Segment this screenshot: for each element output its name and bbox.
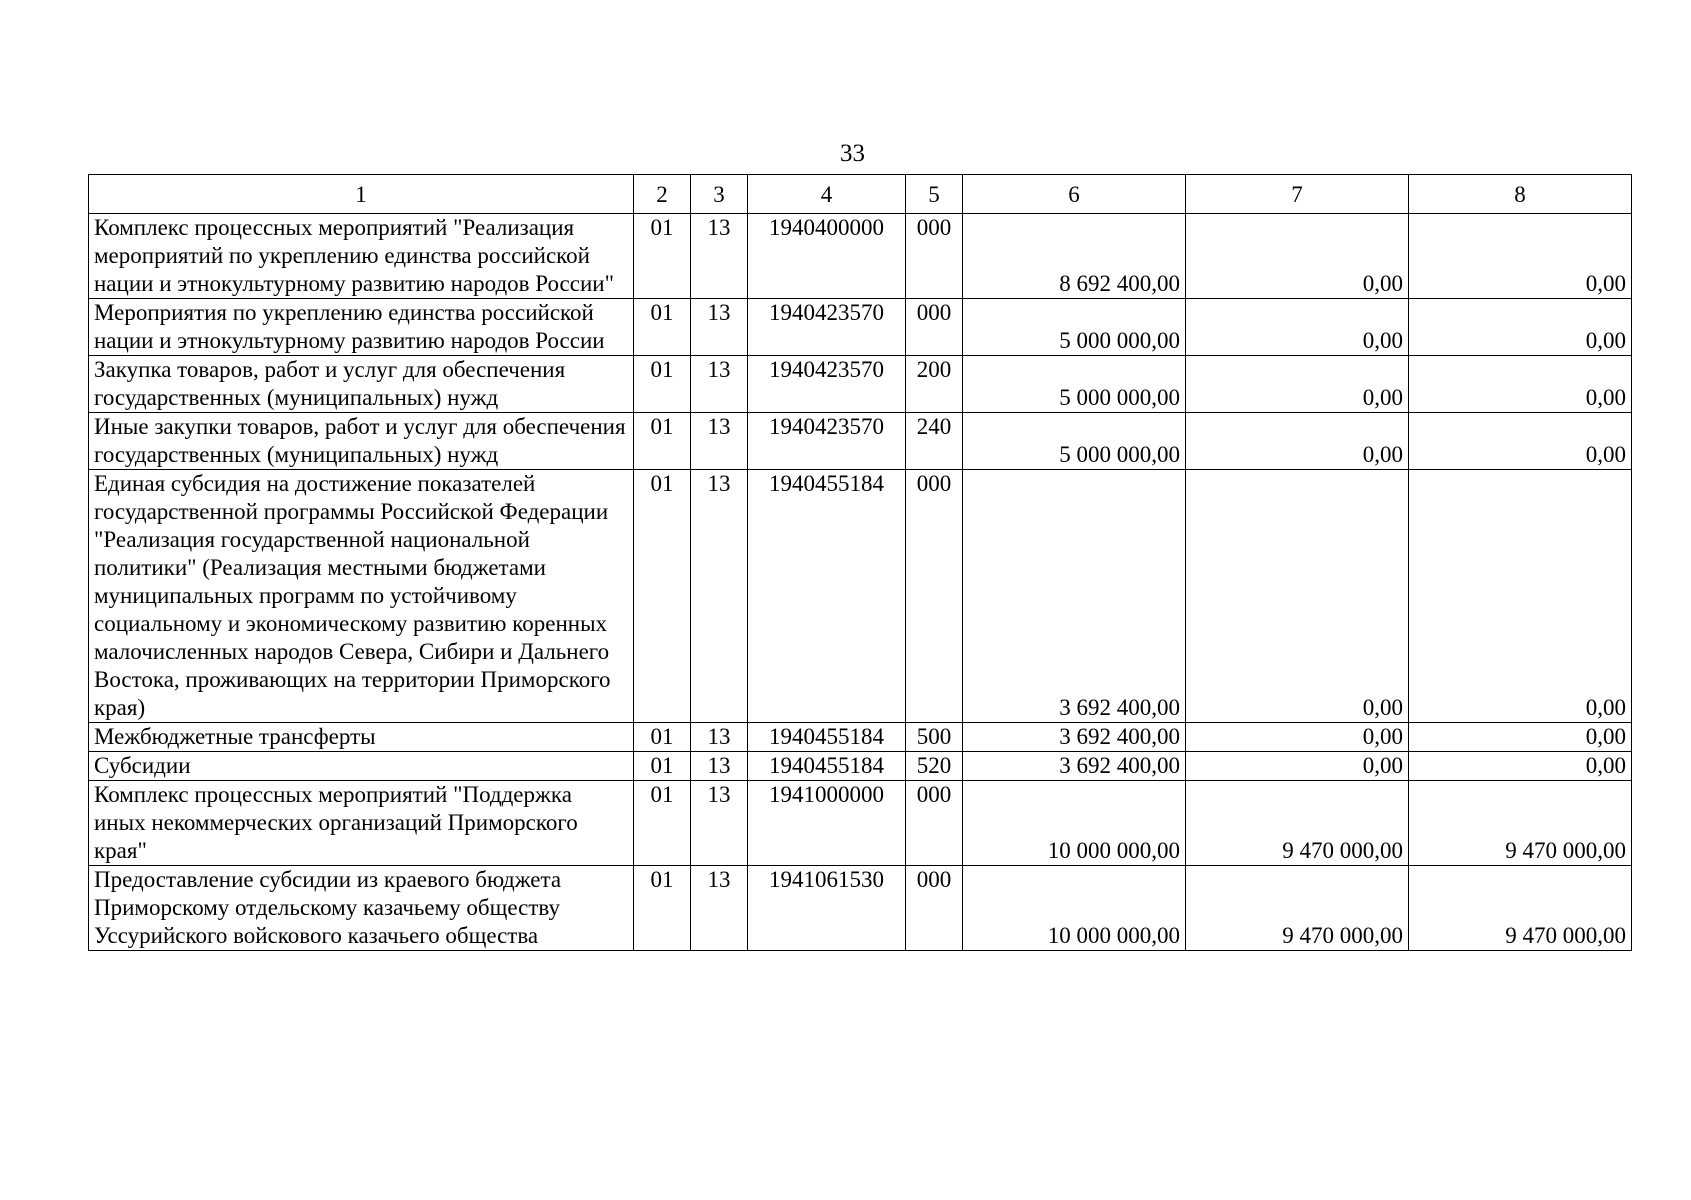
item-name: Межбюджетные трансферты bbox=[89, 723, 634, 752]
table-row bbox=[89, 866, 1632, 951]
column-header: 1 bbox=[89, 175, 634, 214]
amount-col8: 0,00 bbox=[1409, 214, 1632, 299]
code-target-article: 1940455184 bbox=[748, 470, 906, 723]
table-row bbox=[89, 299, 1632, 356]
table-row bbox=[89, 781, 1632, 866]
item-name: Иные закупки товаров, работ и услуг для обеспечения государственных (муниципальных) нужд bbox=[89, 413, 634, 470]
table-row bbox=[89, 470, 1632, 723]
code-subsection: 13 bbox=[691, 470, 748, 723]
code-section: 01 bbox=[634, 866, 691, 951]
code-section: 01 bbox=[634, 413, 691, 470]
amount-col6: 3 692 400,00 bbox=[963, 470, 1186, 723]
column-header: 3 bbox=[691, 175, 748, 214]
amount-col6: 5 000 000,00 bbox=[963, 413, 1186, 470]
code-expense-type: 520 bbox=[906, 752, 963, 781]
item-name: Субсидии bbox=[89, 752, 634, 781]
code-expense-type: 000 bbox=[906, 299, 963, 356]
code-subsection: 13 bbox=[691, 214, 748, 299]
table-row bbox=[89, 214, 1632, 299]
code-section: 01 bbox=[634, 356, 691, 413]
code-section: 01 bbox=[634, 781, 691, 866]
budget-table bbox=[88, 174, 1632, 951]
table-row bbox=[89, 356, 1632, 413]
amount-col8: 0,00 bbox=[1409, 752, 1632, 781]
amount-col7: 0,00 bbox=[1186, 470, 1409, 723]
item-name: Комплекс процессных мероприятий "Реализация мероприятий по укреплению единства российской нации и этнокультурному развитию народов России" bbox=[89, 214, 634, 299]
amount-col6: 8 692 400,00 bbox=[963, 214, 1186, 299]
code-target-article: 1940455184 bbox=[748, 723, 906, 752]
amount-col8: 0,00 bbox=[1409, 413, 1632, 470]
column-header: 4 bbox=[748, 175, 906, 214]
amount-col6: 3 692 400,00 bbox=[963, 723, 1186, 752]
amount-col7: 9 470 000,00 bbox=[1186, 866, 1409, 951]
column-header: 8 bbox=[1409, 175, 1632, 214]
amount-col6: 5 000 000,00 bbox=[963, 356, 1186, 413]
amount-col7: 9 470 000,00 bbox=[1186, 781, 1409, 866]
code-target-article: 1940400000 bbox=[748, 214, 906, 299]
code-subsection: 13 bbox=[691, 413, 748, 470]
amount-col7: 0,00 bbox=[1186, 413, 1409, 470]
code-subsection: 13 bbox=[691, 752, 748, 781]
amount-col6: 10 000 000,00 bbox=[963, 866, 1186, 951]
amount-col8: 9 470 000,00 bbox=[1409, 781, 1632, 866]
amount-col7: 0,00 bbox=[1186, 299, 1409, 356]
amount-col7: 0,00 bbox=[1186, 214, 1409, 299]
amount-col7: 0,00 bbox=[1186, 752, 1409, 781]
column-header: 6 bbox=[963, 175, 1186, 214]
amount-col6: 10 000 000,00 bbox=[963, 781, 1186, 866]
code-subsection: 13 bbox=[691, 299, 748, 356]
code-subsection: 13 bbox=[691, 723, 748, 752]
item-name: Предоставление субсидии из краевого бюджета Приморскому отдельскому казачьему обществу Уссурийского войскового казачьего общества bbox=[89, 866, 634, 951]
code-expense-type: 240 bbox=[906, 413, 963, 470]
code-section: 01 bbox=[634, 723, 691, 752]
column-header: 5 bbox=[906, 175, 963, 214]
amount-col6: 3 692 400,00 bbox=[963, 752, 1186, 781]
code-expense-type: 200 bbox=[906, 356, 963, 413]
code-expense-type: 000 bbox=[906, 781, 963, 866]
item-name: Закупка товаров, работ и услуг для обеспечения государственных (муниципальных) нужд bbox=[89, 356, 634, 413]
page-number: 33 bbox=[840, 140, 865, 167]
code-subsection: 13 bbox=[691, 781, 748, 866]
amount-col8: 0,00 bbox=[1409, 299, 1632, 356]
table-row bbox=[89, 752, 1632, 781]
code-target-article: 1940455184 bbox=[748, 752, 906, 781]
code-target-article: 1941000000 bbox=[748, 781, 906, 866]
code-expense-type: 000 bbox=[906, 214, 963, 299]
code-subsection: 13 bbox=[691, 356, 748, 413]
code-section: 01 bbox=[634, 299, 691, 356]
code-section: 01 bbox=[634, 214, 691, 299]
amount-col8: 0,00 bbox=[1409, 470, 1632, 723]
amount-col8: 0,00 bbox=[1409, 356, 1632, 413]
code-target-article: 1940423570 bbox=[748, 299, 906, 356]
code-target-article: 1941061530 bbox=[748, 866, 906, 951]
code-section: 01 bbox=[634, 470, 691, 723]
amount-col7: 0,00 bbox=[1186, 723, 1409, 752]
column-header: 2 bbox=[634, 175, 691, 214]
amount-col7: 0,00 bbox=[1186, 356, 1409, 413]
code-target-article: 1940423570 bbox=[748, 356, 906, 413]
item-name: Комплекс процессных мероприятий "Поддержка иных некоммерческих организаций Приморского края" bbox=[89, 781, 634, 866]
table-header-row bbox=[89, 175, 1632, 214]
amount-col8: 0,00 bbox=[1409, 723, 1632, 752]
code-expense-type: 000 bbox=[906, 470, 963, 723]
table-row bbox=[89, 413, 1632, 470]
code-subsection: 13 bbox=[691, 866, 748, 951]
item-name: Мероприятия по укреплению единства российской нации и этнокультурному развитию народов России bbox=[89, 299, 634, 356]
amount-col6: 5 000 000,00 bbox=[963, 299, 1186, 356]
code-target-article: 1940423570 bbox=[748, 413, 906, 470]
code-expense-type: 000 bbox=[906, 866, 963, 951]
code-expense-type: 500 bbox=[906, 723, 963, 752]
code-section: 01 bbox=[634, 752, 691, 781]
amount-col8: 9 470 000,00 bbox=[1409, 866, 1632, 951]
item-name: Единая субсидия на достижение показателей государственной программы Российской Федерации "Реализация государственной национальной политики" (Реализация местными бюджетами муниципальных программ по устойчивому социальному и экономическому развитию коренных малочисленных народов Севера, Сибири и Дальнего Востока, проживающих на территории Приморского края) bbox=[89, 470, 634, 723]
column-header: 7 bbox=[1186, 175, 1409, 214]
table-row bbox=[89, 723, 1632, 752]
